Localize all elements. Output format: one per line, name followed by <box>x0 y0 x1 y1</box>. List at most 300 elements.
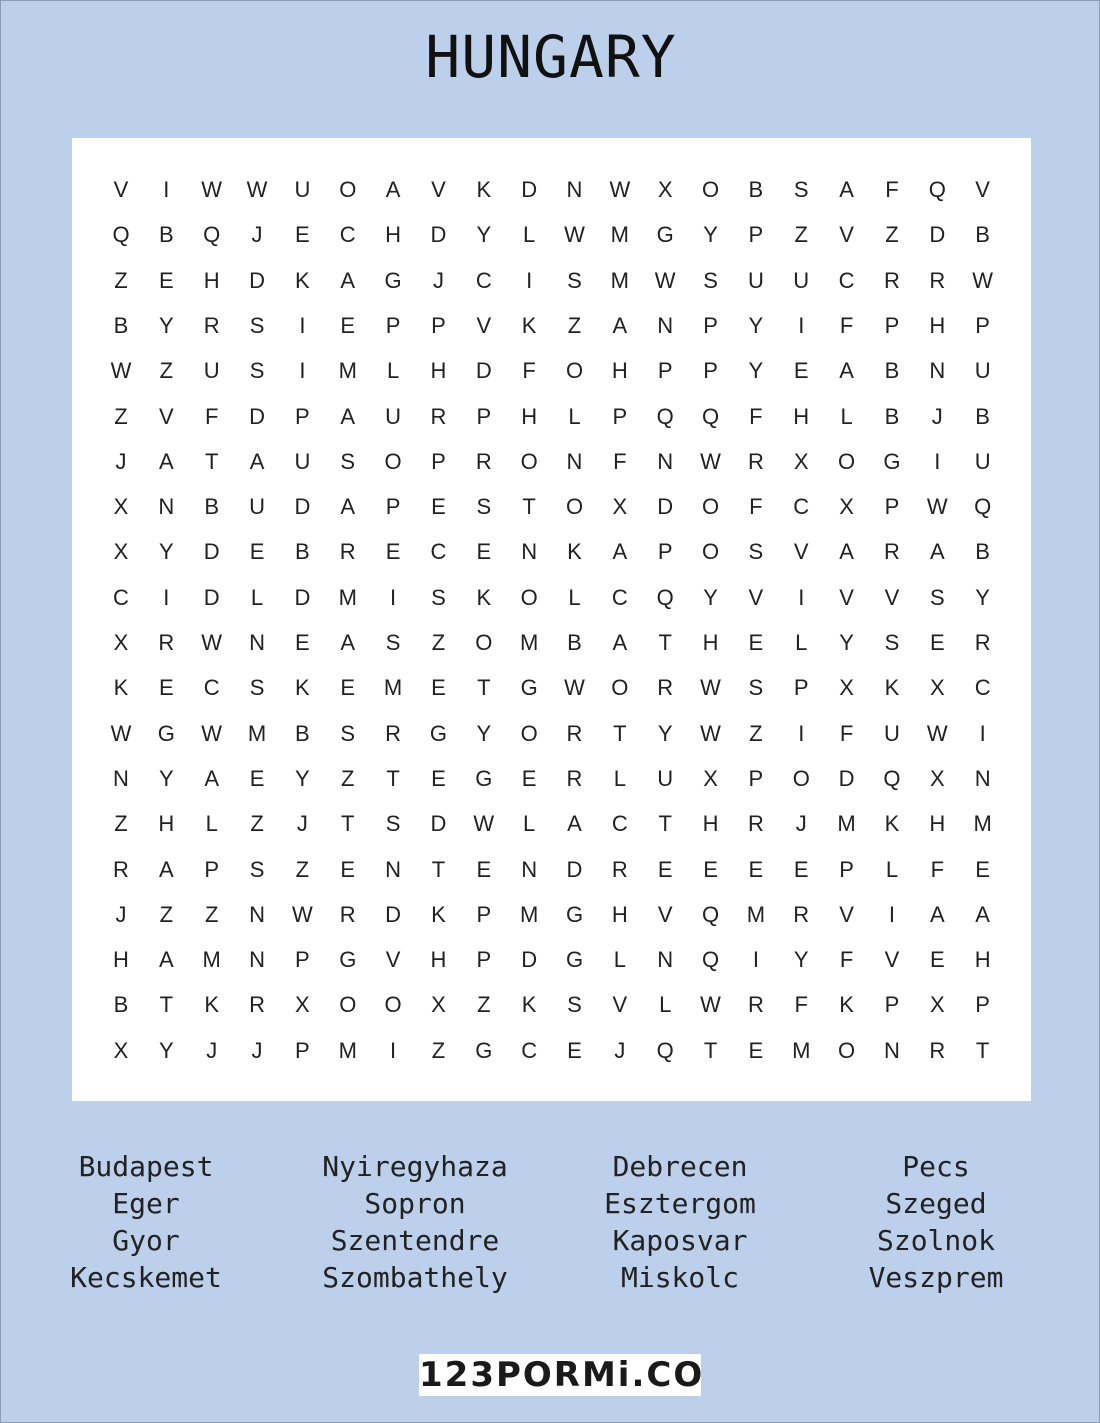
grid-letter: K <box>476 177 492 202</box>
grid-letter: M <box>338 584 357 610</box>
grid-letter: O <box>339 992 357 1018</box>
grid-letter: E <box>159 675 174 701</box>
grid-letter: A <box>612 539 628 565</box>
grid-letter: T <box>703 1037 718 1063</box>
grid-letter: N <box>249 947 265 973</box>
grid-letter: E <box>159 267 174 293</box>
grid-letter: S <box>567 267 582 293</box>
grid-letter: R <box>339 539 356 565</box>
grid-letter: R <box>566 720 583 746</box>
grid-letter: T <box>341 811 355 837</box>
grid-letter: P <box>476 947 492 973</box>
grid-letter: H <box>793 403 810 429</box>
grid-letter: R <box>747 992 764 1018</box>
grid-letter: C <box>203 675 220 701</box>
grid-letter: W <box>201 720 223 746</box>
grid-letter: P <box>884 992 900 1018</box>
grid-letter: R <box>566 765 583 791</box>
grid-letter: P <box>431 312 446 338</box>
grid-letter: U <box>249 494 265 520</box>
grid-letter: C <box>430 539 447 565</box>
grid-letter: Y <box>839 630 854 655</box>
grid-letter: M <box>383 675 403 701</box>
grid-letter: N <box>385 856 402 882</box>
grid-letter: Z <box>114 267 128 293</box>
grid-letter: R <box>929 267 946 293</box>
grid-letter: C <box>838 267 855 293</box>
grid-letter: O <box>475 630 493 655</box>
grid-letter: I <box>979 720 986 746</box>
grid-letter: B <box>975 222 990 248</box>
grid-letter: C <box>793 494 810 520</box>
grid-letter: L <box>568 584 581 610</box>
grid-letter: W <box>926 720 948 746</box>
grid-letter: O <box>792 765 810 791</box>
grid-letter: S <box>385 630 401 655</box>
grid-letter: N <box>113 765 129 791</box>
grid-letter: W <box>700 675 721 701</box>
word-item: Szombathely <box>322 1261 508 1294</box>
grid-letter: M <box>792 1037 811 1063</box>
grid-letter: Q <box>701 403 720 429</box>
grid-letter: O <box>384 448 402 474</box>
grid-letter: E <box>929 947 945 973</box>
grid-letter: K <box>295 267 310 293</box>
grid-letter: V <box>431 177 446 202</box>
grid-letter: U <box>294 177 311 202</box>
grid-letter: O <box>701 539 720 565</box>
grid-letter: U <box>385 403 402 429</box>
grid-letter: E <box>567 1037 582 1063</box>
grid-letter: O <box>701 494 720 520</box>
grid-letter: J <box>795 811 807 837</box>
grid-letter: Z <box>431 1037 446 1063</box>
grid-letter: A <box>204 765 220 791</box>
grid-letter: N <box>521 539 538 565</box>
grid-letter: A <box>975 901 990 927</box>
grid-letter: Z <box>159 901 174 927</box>
grid-letter: P <box>385 312 401 338</box>
grid-letter: O <box>565 494 584 520</box>
grid-letter: P <box>431 448 446 474</box>
grid-letter: K <box>113 675 129 701</box>
grid-letter: J <box>296 811 308 837</box>
grid-letter: X <box>929 992 945 1018</box>
grid-letter: G <box>475 1037 493 1063</box>
grid-letter: K <box>521 312 537 338</box>
grid-letter: O <box>565 358 584 384</box>
grid-letter: V <box>884 584 900 610</box>
grid-letter: F <box>839 720 854 746</box>
grid-letter: Y <box>703 222 718 248</box>
grid-letter: W <box>609 177 631 202</box>
grid-letter: P <box>612 403 628 429</box>
grid-letter: A <box>340 267 356 293</box>
grid-letter: N <box>249 901 265 927</box>
grid-letter: S <box>567 992 582 1018</box>
grid-letter: T <box>613 720 627 746</box>
grid-letter: Y <box>793 947 809 973</box>
word-item: Esztergom <box>604 1187 756 1220</box>
grid-letter: E <box>975 856 990 882</box>
grid-letter: A <box>385 177 401 202</box>
grid-letter: E <box>748 856 764 882</box>
grid-letter: Z <box>749 720 763 746</box>
grid-letter: Y <box>159 312 174 338</box>
grid-letter: P <box>295 403 310 429</box>
grid-letter: Z <box>204 901 219 927</box>
grid-letter: D <box>430 811 447 837</box>
grid-letter: O <box>838 448 856 474</box>
grid-letter: E <box>657 856 673 882</box>
grid-letter: B <box>295 539 310 565</box>
grid-letter: P <box>975 992 990 1018</box>
grid-letter: E <box>385 539 401 565</box>
grid-letter: F <box>930 856 945 882</box>
grid-letter: F <box>522 358 536 384</box>
site-logo: 123PORMi.CO <box>419 1355 705 1395</box>
grid-letter: L <box>885 856 899 882</box>
grid-letter: G <box>565 947 584 973</box>
grid-letter: T <box>477 675 491 701</box>
grid-letter: A <box>839 177 854 202</box>
grid-letter: H <box>203 267 220 293</box>
word-search-grid-panel <box>72 138 1031 1101</box>
grid-letter: M <box>610 267 629 293</box>
grid-letter: I <box>798 312 805 338</box>
grid-letter: D <box>294 494 311 520</box>
word-item: Gyor <box>112 1224 180 1257</box>
grid-letter: R <box>203 312 220 338</box>
grid-letter: O <box>520 448 538 474</box>
grid-letter: A <box>929 901 945 927</box>
grid-letter: D <box>838 765 855 791</box>
grid-letter: X <box>612 494 628 520</box>
grid-letter: E <box>249 539 265 565</box>
grid-letter: J <box>251 222 263 248</box>
grid-letter: W <box>564 675 585 701</box>
grid-letter: P <box>748 222 764 248</box>
word-list-column-1 <box>16 1148 276 1296</box>
grid-letter: D <box>521 177 538 202</box>
grid-letter: P <box>975 312 990 338</box>
word-item: Pecs <box>902 1150 970 1183</box>
grid-letter: X <box>657 177 673 202</box>
grid-letter: V <box>385 947 401 973</box>
grid-letter: P <box>884 312 900 338</box>
grid-letter: Y <box>748 358 764 384</box>
grid-letter: E <box>340 856 356 882</box>
grid-letter: E <box>431 765 446 791</box>
grid-letter: V <box>113 177 129 202</box>
grid-letter: B <box>159 222 174 248</box>
grid-letter: W <box>564 222 585 248</box>
grid-letter: Y <box>476 222 492 248</box>
grid-letter: R <box>385 720 402 746</box>
grid-letter: E <box>476 856 492 882</box>
grid-letter: W <box>110 358 132 384</box>
grid-letter: M <box>519 901 539 927</box>
grid-letter: L <box>523 811 536 837</box>
grid-letter: O <box>520 584 538 610</box>
grid-letter: K <box>295 675 310 701</box>
grid-letter: E <box>929 630 945 655</box>
grid-letter: D <box>203 539 220 565</box>
grid-letter: A <box>340 403 356 429</box>
grid-letter: A <box>929 539 945 565</box>
word-item: Miskolc <box>620 1261 739 1294</box>
grid-letter: X <box>431 992 446 1018</box>
grid-letter: D <box>566 856 583 882</box>
grid-letter: P <box>204 856 220 882</box>
grid-letter: V <box>612 992 628 1018</box>
grid-letter: K <box>567 539 582 565</box>
grid-letter: Q <box>656 403 674 429</box>
grid-letter: P <box>657 358 673 384</box>
grid-letter: S <box>249 856 265 882</box>
grid-letter: T <box>431 856 446 882</box>
grid-letter: N <box>566 177 583 202</box>
grid-letter: E <box>340 312 356 338</box>
grid-letter: J <box>432 267 444 293</box>
grid-letter: P <box>295 1037 310 1063</box>
word-item: Sopron <box>364 1187 466 1220</box>
grid-letter: G <box>520 675 538 701</box>
grid-letter: W <box>972 267 994 293</box>
grid-letter: H <box>430 947 447 973</box>
grid-letter: I <box>888 901 895 927</box>
grid-letter: P <box>295 947 310 973</box>
grid-letter: I <box>798 584 805 610</box>
grid-letter: D <box>249 403 265 429</box>
grid-letter: J <box>251 1037 263 1063</box>
grid-letter: F <box>749 403 763 429</box>
grid-letter: N <box>566 448 583 474</box>
grid-letter: B <box>567 630 582 655</box>
grid-letter: P <box>385 494 401 520</box>
grid-letter: A <box>159 448 174 474</box>
grid-letter: O <box>701 177 720 202</box>
grid-letter: R <box>430 403 447 429</box>
grid-letter: U <box>883 720 900 746</box>
grid-letter: L <box>250 584 264 610</box>
grid-letter: T <box>522 494 536 520</box>
grid-letter: E <box>431 494 446 520</box>
grid-letter: H <box>430 358 447 384</box>
grid-letter: V <box>657 901 673 927</box>
grid-letter: Z <box>114 403 128 429</box>
grid-letter: V <box>839 584 854 610</box>
grid-letter: C <box>611 811 628 837</box>
grid-letter: M <box>519 630 539 655</box>
grid-letter: B <box>113 992 129 1018</box>
grid-letter: H <box>113 947 129 973</box>
grid-letter: H <box>929 312 946 338</box>
grid-letter: E <box>703 856 718 882</box>
grid-letter: D <box>294 584 311 610</box>
grid-letter: I <box>299 312 306 338</box>
grid-letter: H <box>611 901 628 927</box>
grid-letter: E <box>521 765 537 791</box>
grid-letter: E <box>249 765 265 791</box>
grid-letter: Y <box>159 539 174 565</box>
grid-letter: E <box>793 856 809 882</box>
grid-letter: S <box>431 584 446 610</box>
grid-letter: Z <box>159 358 174 384</box>
grid-letter: P <box>839 856 854 882</box>
grid-letter: P <box>657 539 673 565</box>
grid-letter: K <box>431 901 446 927</box>
grid-letter: A <box>612 630 628 655</box>
grid-letter: F <box>839 947 854 973</box>
grid-letter: H <box>385 222 402 248</box>
grid-letter: Z <box>477 992 491 1018</box>
grid-letter: B <box>204 494 220 520</box>
grid-letter: Q <box>974 494 992 520</box>
grid-letter: L <box>613 765 626 791</box>
grid-letter: R <box>339 901 356 927</box>
grid-letter: N <box>657 448 674 474</box>
grid-letter: Y <box>748 312 764 338</box>
grid-letter: L <box>840 403 853 429</box>
grid-letter: R <box>158 630 175 655</box>
grid-letter: L <box>795 630 808 655</box>
grid-letter: B <box>113 312 129 338</box>
grid-letter: F <box>839 312 854 338</box>
grid-letter: Q <box>656 1037 674 1063</box>
grid-letter: B <box>884 358 900 384</box>
grid-letter: R <box>657 675 674 701</box>
grid-letter: P <box>703 312 718 338</box>
grid-letter: W <box>700 448 721 474</box>
grid-letter: C <box>521 1037 538 1063</box>
grid-letter: O <box>384 992 402 1018</box>
word-list-column-2 <box>285 1148 545 1296</box>
word-search-grid <box>72 138 1031 1101</box>
grid-letter: I <box>798 720 805 746</box>
grid-letter: G <box>384 267 402 293</box>
grid-letter: Y <box>657 720 673 746</box>
word-item: Eger <box>112 1187 180 1220</box>
grid-letter: X <box>929 765 945 791</box>
grid-letter: V <box>476 312 492 338</box>
grid-letter: L <box>386 358 400 384</box>
grid-letter: D <box>929 222 946 248</box>
grid-letter: H <box>611 358 628 384</box>
grid-letter: R <box>747 448 764 474</box>
grid-letter: M <box>338 1037 357 1063</box>
grid-letter: A <box>249 448 265 474</box>
word-list <box>1 1148 1100 1298</box>
grid-letter: L <box>659 992 672 1018</box>
grid-letter: R <box>793 901 810 927</box>
grid-letter: T <box>204 448 219 474</box>
grid-letter: Q <box>883 765 901 791</box>
grid-letter: J <box>206 1037 218 1063</box>
grid-letter: G <box>157 720 175 746</box>
word-item: Nyiregyhaza <box>322 1150 508 1183</box>
grid-letter: Z <box>114 811 128 837</box>
grid-letter: H <box>702 630 719 655</box>
grid-letter: Z <box>295 856 310 882</box>
grid-letter: Q <box>203 222 221 248</box>
grid-letter: S <box>748 675 764 701</box>
word-item: Szentendre <box>330 1224 500 1257</box>
grid-letter: Y <box>159 1037 174 1063</box>
grid-letter: Q <box>656 584 674 610</box>
grid-letter: P <box>748 765 764 791</box>
word-item: Veszprem <box>868 1261 1004 1294</box>
grid-letter: B <box>748 177 764 202</box>
grid-letter: S <box>340 448 356 474</box>
grid-letter: S <box>249 312 265 338</box>
grid-letter: X <box>113 1037 129 1063</box>
grid-letter: V <box>839 222 854 248</box>
grid-letter: Z <box>250 811 264 837</box>
grid-letter: S <box>476 494 492 520</box>
grid-letter: T <box>975 1037 990 1063</box>
grid-letter: K <box>476 584 492 610</box>
grid-letter: W <box>110 720 132 746</box>
grid-letter: T <box>386 765 400 791</box>
grid-letter: D <box>385 901 402 927</box>
grid-letter: Z <box>567 312 582 338</box>
grid-letter: X <box>113 494 129 520</box>
grid-letter: C <box>974 675 991 701</box>
grid-letter: Z <box>431 630 446 655</box>
word-item: Szeged <box>885 1187 987 1220</box>
grid-letter: O <box>339 177 357 202</box>
grid-letter: R <box>883 267 900 293</box>
grid-letter: X <box>703 765 718 791</box>
grid-letter: Y <box>295 765 310 791</box>
grid-letter: W <box>292 901 313 927</box>
grid-letter: X <box>839 675 854 701</box>
grid-letter: K <box>839 992 854 1018</box>
word-item: Kecskemet <box>70 1261 222 1294</box>
grid-letter: W <box>473 811 495 837</box>
grid-letter: G <box>656 222 674 248</box>
grid-letter: X <box>929 675 945 701</box>
grid-letter: S <box>340 720 356 746</box>
grid-letter: U <box>294 448 311 474</box>
grid-letter: Z <box>794 222 808 248</box>
grid-letter: E <box>295 222 310 248</box>
grid-letter: V <box>884 947 900 973</box>
grid-letter: Q <box>928 177 946 202</box>
grid-letter: K <box>204 992 220 1018</box>
grid-letter: W <box>926 494 948 520</box>
grid-letter: W <box>201 630 223 655</box>
word-item: Budapest <box>78 1150 214 1183</box>
grid-letter: U <box>657 765 674 791</box>
grid-letter: X <box>793 448 809 474</box>
grid-letter: Q <box>701 901 720 927</box>
grid-letter: Q <box>112 222 130 248</box>
grid-letter: M <box>746 901 766 927</box>
grid-letter: I <box>163 584 170 610</box>
grid-letter: H <box>929 811 946 837</box>
grid-letter: G <box>475 765 493 791</box>
grid-letter: D <box>430 222 447 248</box>
grid-letter: R <box>249 992 265 1018</box>
grid-letter: F <box>794 992 808 1018</box>
grid-letter: A <box>612 312 628 338</box>
grid-letter: U <box>974 358 991 384</box>
grid-letter: B <box>295 720 310 746</box>
grid-letter: P <box>476 901 492 927</box>
grid-letter: E <box>748 1037 764 1063</box>
